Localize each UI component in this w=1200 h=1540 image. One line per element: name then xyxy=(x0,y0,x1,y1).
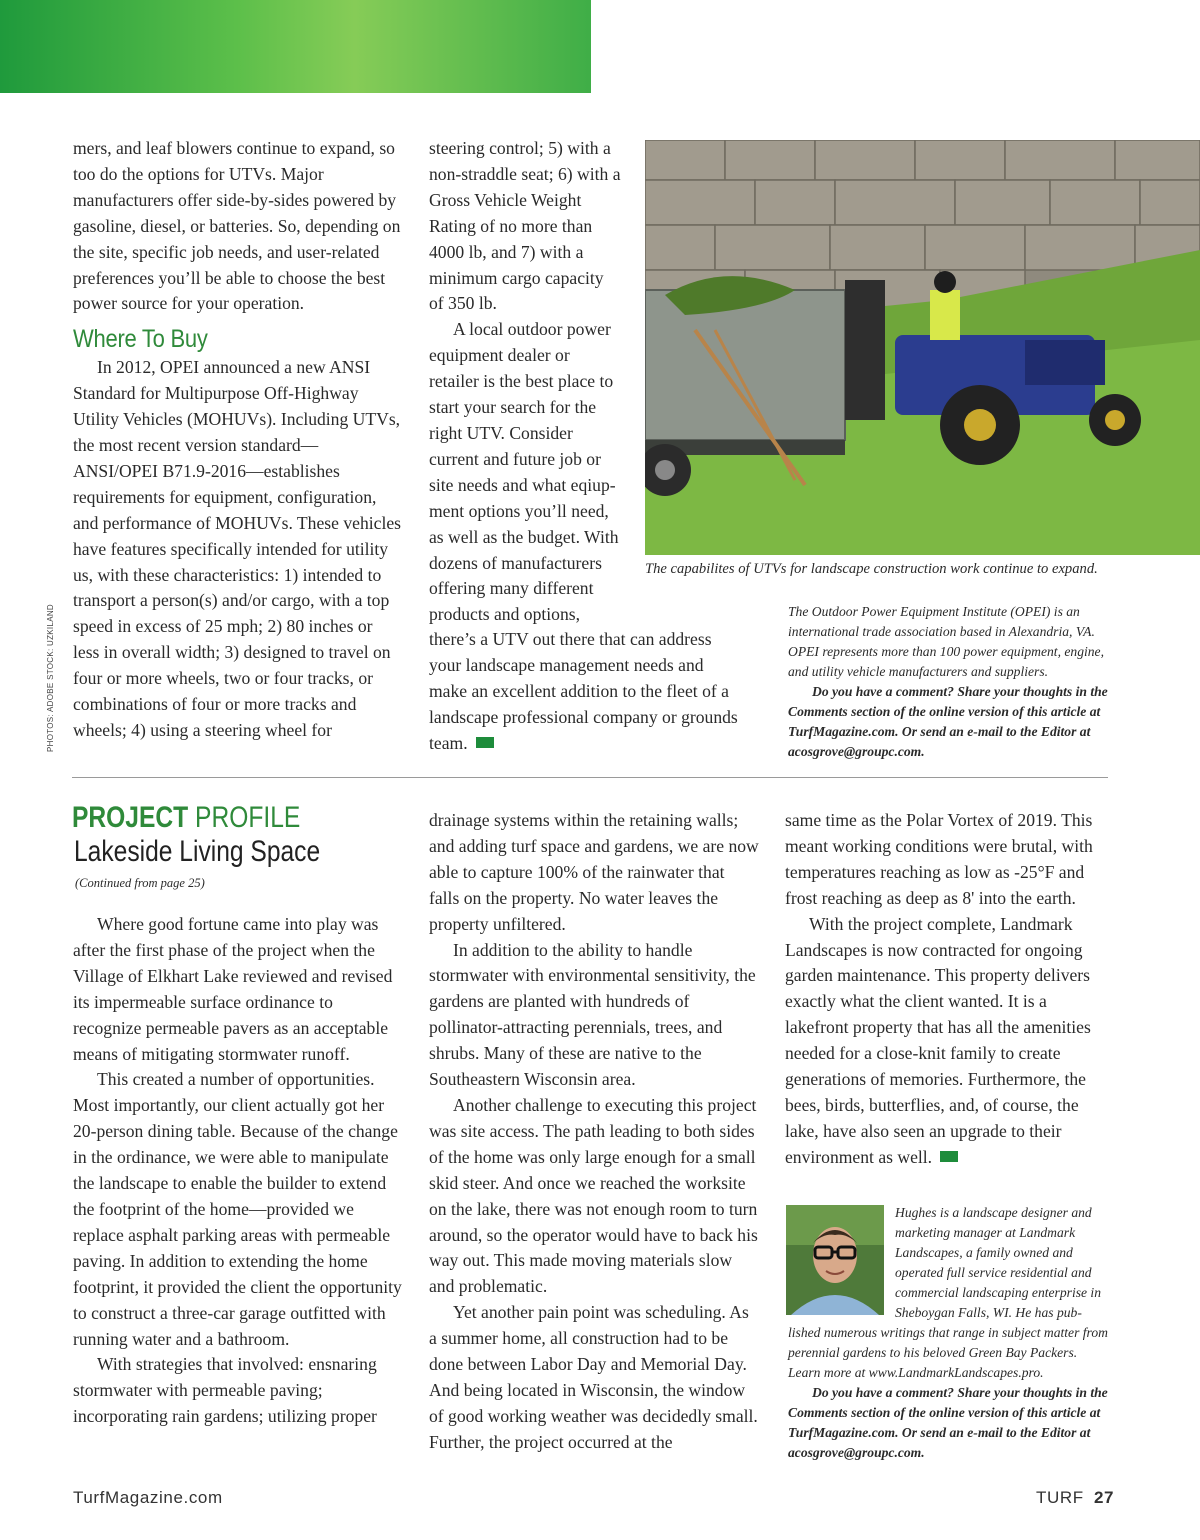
paragraph: In 2012, OPEI announced a new ANSI Standard for Multipurpose Off-Highway Utility Vehicles (MOHUVs). Including UTVs, the most recent version standard—ANSI/OPEI B71.9-2016—establishes requirements for equipment, configuration, and performance of MOHUVs. These vehicles have features specifically intended for utility us, with these characteristics: 1) intended to transport a person(s) and/or cargo, with a top speed in excess of 25 mph; 2) 80 inches or less in overall width; 3) designed to travel on four or more wheels, two or four tracks, or combinations of four or more tracks and wheels; 4) using a steering wheel for xyxy=(73,357,401,740)
article-column-1 xyxy=(73,136,401,744)
paragraph: A local outdoor power equipment dealer or retailer is the best place to start your search for the right UTV. Consider current and future job or site needs and what eqiup-ment options you’ll need, as well as the budget. With dozens of manufacturers offering many different products and options, xyxy=(429,319,619,625)
paragraph: Yet another pain point was scheduling. As a summer home, all construction had to be done between Labor Day and Memorial Day. And being located in Wisconsin, the window of good working weather was decidedly small. Further, the project occurred at the xyxy=(429,1302,758,1452)
profile-column-2 xyxy=(429,808,759,1456)
paragraph: With strategies that involved: ensnaring stormwater with permeable paving; incorporating rain gardens; utilizing proper xyxy=(73,1354,377,1427)
end-of-article-mark xyxy=(940,1151,958,1162)
header-green-bar xyxy=(0,0,591,93)
paragraph: drainage systems within the retaining walls; and adding turf space and gardens, we are now able to capture 100% of the rainwater that falls on the property. No water leaves the property unfiltered. xyxy=(429,810,759,934)
end-of-article-mark xyxy=(476,737,494,748)
article-column-2 xyxy=(429,136,621,628)
profile-column-1 xyxy=(73,912,403,1430)
utv-photo xyxy=(645,140,1200,555)
label-bold: PROJECT xyxy=(72,801,189,834)
continued-note: (Continued from page 25) xyxy=(75,876,205,890)
paragraph: In addition to the ability to handle stormwater with environmental sensitivity, the gardens are planted with hundreds of pollinator-attracting perennials, trees, and shrubs. Many of these are native to the Southeastern Wisconsin area. xyxy=(429,939,756,1090)
paragraph: there’s a UTV out there that can address your landscape management needs and make an excellent addition to the fleet of a landscape professional company or grounds team. xyxy=(429,629,738,753)
paragraph: This created a number of opportunities. Most importantly, our client actually got her 20-person dining table. Because of the change in the ordinance, we were able to manipulate the landscape to enable the builder to extend the footprint of the home—provided we replace asphalt parking areas with permeable paving. In addition to extending the home footprint, it provided the client the opportunity to construct a three-car garage outfitted with running water and a bathroom. xyxy=(73,1069,402,1349)
author-headshot xyxy=(786,1205,884,1315)
opei-bio-text: The Outdoor Power Equipment Institute (OPEI) is an international trade association based in Alexandria, VA. OPEI represents more than 100 power equipment, engine, and utility vehicle manufacturers and suppliers. xyxy=(788,604,1104,679)
project-profile-label xyxy=(72,801,300,835)
comment-cta: Do you have a comment? Share your thoughts in the Comments section of the online version of this article at TurfMagazine.com. Or send an e-mail to the Editor at acosgrove@groupc.com. xyxy=(788,1385,1108,1460)
section-heading-where-to-buy: Where To Buy xyxy=(73,325,208,354)
section-divider xyxy=(72,777,1108,778)
footer-magazine: TURF xyxy=(1036,1488,1084,1507)
paragraph: steering control; 5) with a non-straddle seat; 6) with a Gross Vehicle Weight Rating of no more than 4000 lb, and 7) with a minimum cargo capacity of 350 lb. xyxy=(429,138,621,314)
paragraph: Another challenge to executing this project was site access. The path leading to both sides of the home was only large enough for a small skid steer. And once we reached the worksite on the lake, there was not enough room to turn around, so the operator would have to back his way out. This made moving materials slow and problematic. xyxy=(429,1094,758,1297)
article-column-2-continued xyxy=(429,627,739,757)
page-number: 27 xyxy=(1094,1488,1115,1507)
photo-credit: PHOTOS: ADOBE STOCK: UZKILAND xyxy=(46,604,55,752)
project-title: Lakeside Living Space xyxy=(74,835,321,868)
paragraph: mers, and leaf blowers continue to expand, so too do the options for UTVs. Major manufacturers offer side-by-sides powered by gasoline, diesel, or batteries. So, depending on the site, specific job needs, and user-related preferences you’ll be able to choose the best power source for your operation. xyxy=(73,138,401,314)
opei-bio xyxy=(788,602,1113,762)
author-bio-part-2 xyxy=(788,1323,1113,1463)
photo-caption: The capabilites of UTVs for landscape construction work continue to expand. xyxy=(645,561,1098,577)
label-light: PROFILE xyxy=(195,801,301,834)
author-bio-part-1: Hughes is a landscape designer and marketing manager at Landmark Landscapes, a family owned and operated full service residential and commercial landscaping enterprise in Sheboygan Falls, WI. He has pub- xyxy=(895,1205,1102,1320)
profile-column-3 xyxy=(785,808,1113,1171)
paragraph: same time as the Polar Vortex of 2019. This meant working conditions were brutal, with temperatures reaching as low as -25°F and frost reaching as deep as 8' into the earth. xyxy=(785,810,1093,908)
footer-site: TurfMagazine.com xyxy=(73,1488,223,1507)
comment-cta: Do you have a comment? Share your thoughts in the Comments section of the online version of this article at TurfMagazine.com. Or send an e-mail to the Editor at acosgrove@groupc.com. xyxy=(788,684,1108,759)
paragraph: With the project complete, Landmark Landscapes is now contracted for ongoing garden maintenance. This property delivers exactly what the client wanted. It is a lakefront property that has all the amenities needed for a close-knit family to create generations of memories. Furthermore, the bees, birds, butterflies, and, of course, the lake, have also seen an upgrade to their environment as well. xyxy=(785,913,1091,1167)
paragraph: Where good fortune came into play was after the first phase of the project when the Village of Elkhart Lake reviewed and revised its impermeable surface ordinance to recognize permeable pavers as an acceptable means of mitigating stormwater runoff. xyxy=(73,914,393,1064)
author-bio-text: lished numerous writings that range in subject matter from perennial gardens to his beloved Green Bay Packers. Learn more at www.LandmarkLandscapes.pro. xyxy=(788,1325,1108,1380)
